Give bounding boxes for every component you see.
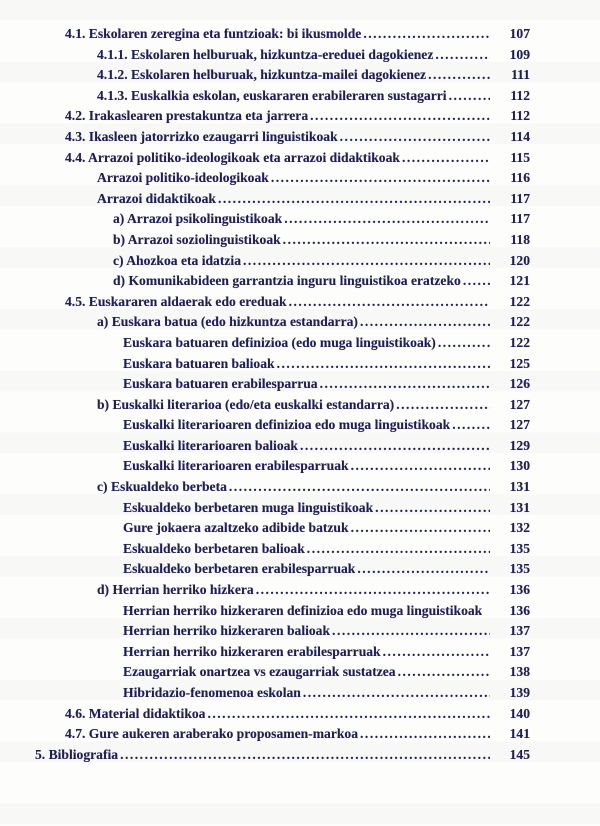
toc-entry-label: Arrazoi didaktikoak <box>97 190 216 206</box>
toc-row <box>35 209 530 230</box>
dot-leader <box>450 415 490 436</box>
dot-leader <box>305 539 490 560</box>
toc-list <box>35 24 530 765</box>
dot-leader <box>373 498 490 519</box>
toc-row <box>35 374 530 395</box>
toc-entry-label: 4.1.2. Eskolaren helburuak, hizkuntza-mailei dagokienez <box>97 67 427 83</box>
toc-row <box>35 704 530 725</box>
dot-leader <box>205 704 490 725</box>
dot-leader <box>269 168 490 189</box>
toc-entry-label: Herrian herriko hizkeraren balioak <box>123 623 331 639</box>
dot-leader <box>227 477 490 498</box>
toc-page-number: 135 <box>509 540 530 556</box>
toc-entry-label: Eskualdeko berbetaren erabilesparruak <box>123 561 356 577</box>
dot-leader <box>358 312 490 333</box>
toc-entry-label: b) Arrazoi soziolinguistikoak <box>113 231 281 247</box>
toc-page-number: 116 <box>510 170 530 186</box>
toc-entry-label: 4.7. Gure aukeren araberako proposamen-markoa <box>65 726 359 742</box>
dot-leader <box>433 45 490 66</box>
toc-page-number: 121 <box>509 273 530 289</box>
dot-leader <box>301 683 490 704</box>
toc-row <box>35 621 530 642</box>
toc-entry-label: Euskalki literarioaren definizioa edo muga linguistikoak <box>123 417 451 433</box>
toc-entry-label: c) Ahozkoa eta idatzia <box>113 252 241 268</box>
toc-row <box>35 518 530 539</box>
toc-page-number: 131 <box>509 479 530 495</box>
toc-page-number: 115 <box>510 149 530 165</box>
toc-row <box>35 580 530 601</box>
toc-entry-label: Hibridazio-fenomenoa eskolan <box>123 685 301 700</box>
toc-row <box>35 745 530 766</box>
toc-page-number: 140 <box>509 705 530 721</box>
dot-leader <box>118 745 490 766</box>
toc-page-number: 114 <box>510 128 530 144</box>
dot-leader <box>281 230 490 251</box>
toc-page-number: 137 <box>509 623 530 639</box>
toc-page-number: 122 <box>509 293 530 309</box>
dot-leader <box>338 127 490 148</box>
toc-entry-label: Eskualdeko berbetaren balioak <box>123 540 305 556</box>
toc-entry-label: d) Herrian herriko hizkera <box>97 582 254 598</box>
toc-entry-label: 4.1.3. Euskalkia eskolan, euskararen erabileraren sustagarri <box>97 87 447 103</box>
toc-entry-label: Eskualdeko berbetaren muga linguistikoak <box>123 499 374 515</box>
toc-page-number: 112 <box>510 87 530 103</box>
toc-page-number: 109 <box>509 46 530 62</box>
toc-entry-label: Arrazoi politiko-ideologikoak <box>97 170 269 186</box>
toc-page-number: 139 <box>509 685 530 700</box>
toc-page-number: 141 <box>509 726 530 742</box>
toc-page-number: 117 <box>510 211 530 227</box>
toc-row <box>35 539 530 560</box>
toc-row <box>35 24 530 45</box>
toc-entry-label: Herrian herriko hizkeraren erabilesparruak <box>123 643 381 659</box>
toc-entry-label: 4.5. Euskararen aldaerak edo ereduak <box>65 293 287 309</box>
toc-page-number: 122 <box>509 314 530 330</box>
toc-page-number: 132 <box>509 520 530 536</box>
toc-entry-label: 4.6. Material didaktikoa <box>65 705 206 721</box>
toc-entry-label: Euskalki literarioaren balioak <box>123 437 298 453</box>
toc-entry-label: Gure jokaera azaltzeko adibide batzuk <box>123 520 349 536</box>
dot-leader <box>282 209 490 230</box>
toc-row <box>35 127 530 148</box>
toc-entry-label: Euskara batuaren balioak <box>123 355 275 371</box>
toc-entry-label: a) Euskara batua (edo hizkuntza estandarra) <box>97 314 358 330</box>
toc-row <box>35 601 530 622</box>
toc-row <box>35 498 530 519</box>
toc-row <box>35 230 530 251</box>
toc-row <box>35 477 530 498</box>
dot-leader <box>241 251 490 272</box>
dot-leader <box>355 559 490 580</box>
dot-leader <box>287 292 490 313</box>
dot-leader <box>330 621 490 642</box>
toc-entry-label: 4.1.1. Eskolaren helburuak, hizkuntza-ereduei dagokienez <box>97 46 434 62</box>
toc-page-number: 118 <box>510 231 530 247</box>
dot-leader <box>254 580 490 601</box>
toc-page-number: 122 <box>509 334 530 350</box>
toc-entry-label: 4.2. Irakaslearen prestakuntza eta jarrera <box>65 108 309 124</box>
toc-row <box>35 65 530 86</box>
dot-leader <box>358 724 490 745</box>
toc-page-number: 117 <box>510 190 530 206</box>
dot-leader <box>400 148 490 169</box>
toc-row <box>35 189 530 210</box>
dot-leader <box>361 24 490 45</box>
dot-leader <box>381 642 490 663</box>
toc-page-number: 136 <box>509 582 530 598</box>
toc-row <box>35 86 530 107</box>
toc-row <box>35 45 530 66</box>
toc-entry-label: c) Eskualdeko berbeta <box>97 479 227 495</box>
toc-entry-label: Euskara batuaren erabilesparrua <box>123 376 318 392</box>
toc-page-number: 129 <box>509 437 530 453</box>
toc-row <box>35 559 530 580</box>
toc-row <box>35 662 530 683</box>
toc-entry-label: b) Euskalki literarioa (edo/eta euskalki estandarra) <box>97 396 395 412</box>
toc-row <box>35 333 530 354</box>
toc-entry-label: 5. Bibliografia <box>35 746 119 762</box>
dot-leader <box>318 374 490 395</box>
dot-leader <box>426 65 490 86</box>
toc-row <box>35 271 530 292</box>
dot-leader <box>461 271 490 292</box>
toc-page-number: 135 <box>509 561 530 577</box>
toc-entry-label: 4.4. Arrazoi politiko-ideologikoak eta arrazoi didaktikoak <box>65 149 400 165</box>
dot-leader <box>308 106 490 127</box>
toc-row <box>35 148 530 169</box>
toc-page-number: 138 <box>509 664 530 680</box>
dot-leader <box>349 456 490 477</box>
toc-row <box>35 642 530 663</box>
toc-entry-label: 4.3. Ikasleen jatorrizko ezaugarri linguistikoak <box>65 128 338 144</box>
toc-row <box>35 395 530 416</box>
toc-page-number: 137 <box>509 643 530 659</box>
toc-page-number: 130 <box>509 458 530 474</box>
dot-leader <box>447 86 490 107</box>
toc-page-number: 111 <box>511 67 530 83</box>
dot-leader <box>394 395 490 416</box>
toc-page-number: 127 <box>509 396 530 412</box>
toc-page-number: 136 <box>509 602 530 618</box>
dot-leader <box>298 436 490 457</box>
toc-entry-label: Herrian herriko hizkeraren definizioa edo muga linguistikoak <box>123 602 483 618</box>
toc-entry-label: Euskara batuaren definizioa (edo muga linguistikoak) <box>123 334 436 350</box>
toc-page-number: 107 <box>509 26 530 41</box>
toc-row <box>35 415 530 436</box>
toc-row <box>35 106 530 127</box>
toc-row <box>35 354 530 375</box>
toc-page-number: 126 <box>509 376 530 392</box>
toc-entry-label: 4.1. Eskolaren zeregina eta funtzioak: bi ikusmolde <box>65 26 362 41</box>
toc-page-number: 131 <box>509 499 530 515</box>
dot-leader <box>396 662 490 683</box>
toc-row <box>35 292 530 313</box>
toc-page-number: 125 <box>509 355 530 371</box>
toc-row <box>35 456 530 477</box>
dot-leader <box>275 354 490 375</box>
toc-entry-label: d) Komunikabideen garrantzia inguru linguistikoa eratzeko <box>113 273 461 289</box>
toc-row <box>35 436 530 457</box>
toc-entry-label: Euskalki literarioaren erabilesparruak <box>123 458 349 474</box>
dot-leader <box>349 518 490 539</box>
toc-entry-label: a) Arrazoi psikolinguistikoak <box>113 211 283 227</box>
toc-row <box>35 724 530 745</box>
toc-row <box>35 683 530 704</box>
toc-page-number: 120 <box>509 252 530 268</box>
toc-row <box>35 251 530 272</box>
toc-row <box>35 168 530 189</box>
toc-page-number: 112 <box>510 108 530 124</box>
toc-entry-label: Ezaugarriak onartzea vs ezaugarriak sustatzea <box>123 664 396 680</box>
toc-page-number: 145 <box>509 746 530 762</box>
toc-row <box>35 312 530 333</box>
dot-leader <box>216 189 490 210</box>
dot-leader <box>436 333 490 354</box>
toc-page-number: 127 <box>509 417 530 433</box>
